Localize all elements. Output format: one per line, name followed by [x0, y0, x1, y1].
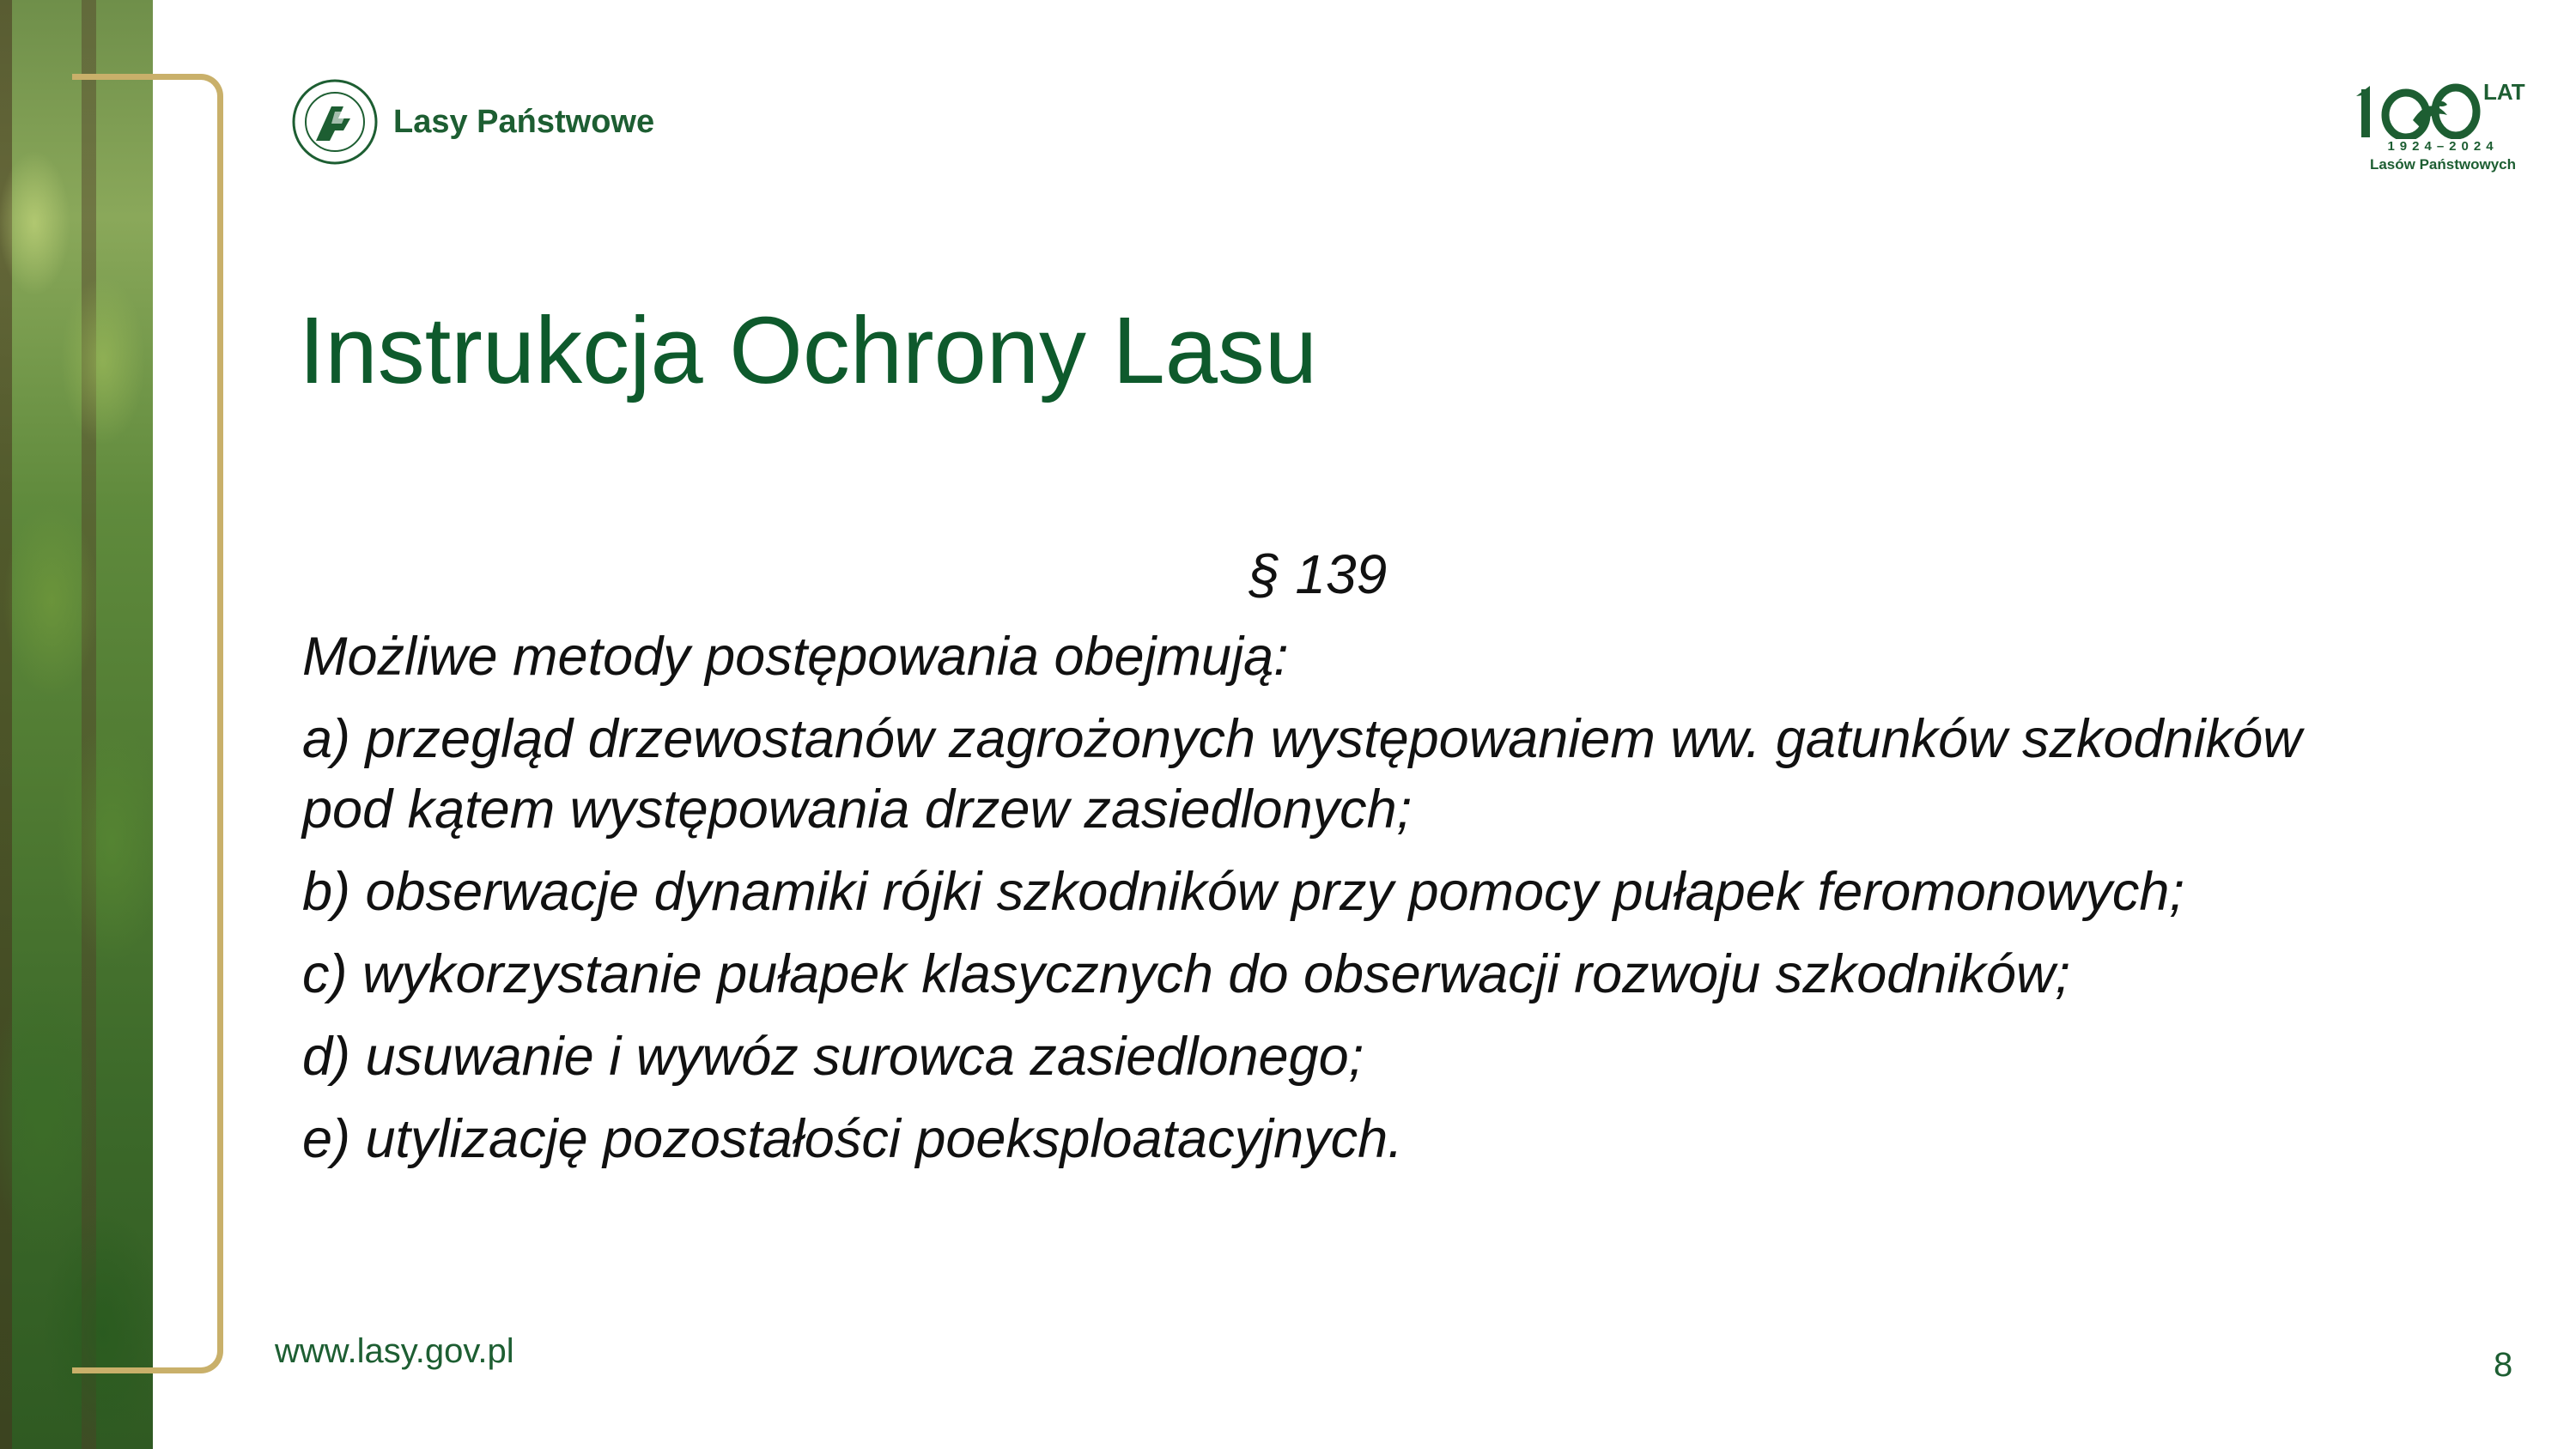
content-item-d: d) usuwanie i wywóz surowca zasiedlonego;: [302, 1027, 1364, 1087]
decorative-gold-frame: [72, 74, 223, 1373]
lasy-panstwowe-logo: [290, 77, 654, 167]
page-number: 8: [2494, 1346, 2513, 1384]
section-number: § 139: [1249, 543, 1388, 605]
anniversary-years: 1924–2024: [2387, 139, 2499, 154]
content-item-b: b) obserwacje dynamiki rójki szkodników przy pomocy pułapek feromonowych;: [302, 862, 2184, 922]
content-intro: Możliwe metody postępowania obejmują:: [302, 627, 1289, 687]
footer-url-link[interactable]: www.lasy.gov.pl: [275, 1332, 514, 1370]
content-item-a: a) przegląd drzewostanów zagrożonych występowaniem ww. gatunków szkodników pod kątem występowania drzew zasiedlonych;: [302, 709, 2302, 840]
anniversary-lat-label: LAT: [2483, 79, 2525, 105]
lasy-panstwowe-emblem-icon: [290, 77, 380, 167]
logo-text: Lasy Państwowe: [393, 103, 655, 140]
slide-title: Instrukcja Ochrony Lasu: [299, 298, 1318, 403]
content-item-e: e) utylizację pozostałości poeksploatacyjnych.: [302, 1109, 1403, 1169]
slide-content: [302, 621, 2346, 1186]
anniversary-logo: [2353, 77, 2533, 173]
anniversary-name: Lasów Państwowych: [2369, 156, 2517, 173]
content-item-c: c) wykorzystanie pułapek klasycznych do obserwacji rozwoju szkodników;: [302, 944, 2070, 1004]
